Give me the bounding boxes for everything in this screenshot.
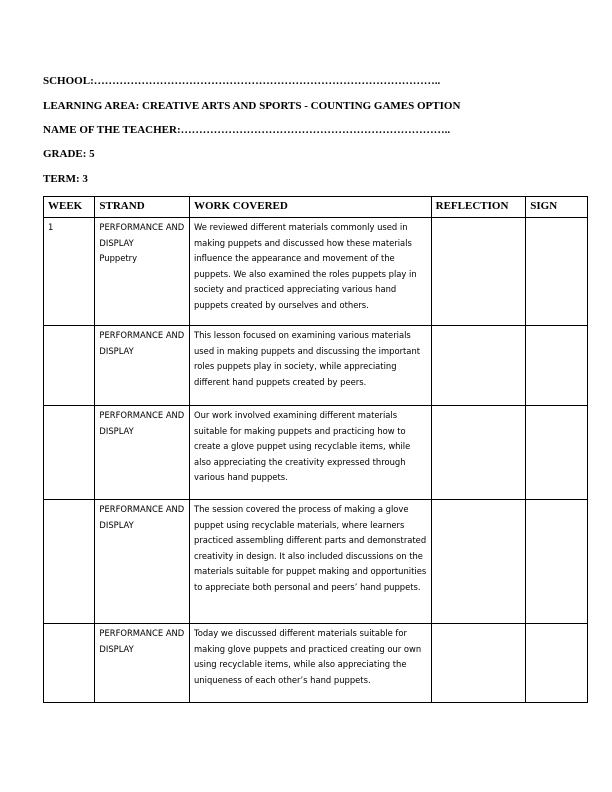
week-cell: 1 — [44, 218, 95, 326]
teacher-name-line: NAME OF THE TEACHER:……………………………………………………………….. — [43, 124, 451, 136]
week-cell — [44, 406, 95, 500]
table-row — [44, 406, 588, 500]
week-cell — [44, 326, 95, 406]
work-covered-cell: We reviewed different materials commonly used in making puppets and discussed how these materials influence the appearance and movement of the puppets. We also examined the roles puppets play in society and practiced appreciating various hand puppets created by ourselves and others. — [190, 218, 432, 326]
table-header-row — [44, 197, 588, 218]
learning-area-line: LEARNING AREA: CREATIVE ARTS AND SPORTS - COUNTING GAMES OPTION — [43, 100, 461, 112]
sign-cell — [526, 624, 588, 703]
sub-strand-name: Puppetry — [99, 253, 138, 263]
grade-line: GRADE: 5 — [43, 148, 95, 160]
table-row — [44, 326, 588, 406]
table-row — [44, 624, 588, 703]
reflection-cell — [431, 624, 526, 703]
column-header-work-covered: WORK COVERED — [190, 197, 432, 218]
table-row — [44, 218, 588, 326]
column-header-reflection: REFLECTION — [431, 197, 526, 218]
strand-cell — [95, 406, 190, 500]
table-row — [44, 500, 588, 624]
strand-cell — [95, 500, 190, 624]
column-header-sign: SIGN — [526, 197, 588, 218]
work-covered-cell: The session covered the process of making a glove puppet using recyclable materials, where learners practiced assembling different parts and demonstrated creativity in design. It also included discussions on the materials suitable for puppet making and opportunities to appreciate both personal and peers’ hand puppets. — [190, 500, 432, 624]
sign-cell — [526, 218, 588, 326]
week-cell — [44, 624, 95, 703]
strand-name: PERFORMANCE AND DISPLAY — [99, 330, 185, 356]
strand-name: PERFORMANCE AND DISPLAY — [99, 410, 185, 436]
reflection-cell — [431, 218, 526, 326]
strand-name: PERFORMANCE AND DISPLAY — [99, 504, 185, 530]
reflection-cell — [431, 500, 526, 624]
week-cell — [44, 500, 95, 624]
strand-cell — [95, 218, 190, 326]
sign-cell — [526, 406, 588, 500]
sign-cell — [526, 500, 588, 624]
term-line: TERM: 3 — [43, 173, 88, 185]
strand-cell — [95, 624, 190, 703]
strand-name: PERFORMANCE AND DISPLAY — [99, 222, 185, 248]
column-header-week: WEEK — [44, 197, 95, 218]
work-covered-cell: This lesson focused on examining various materials used in making puppets and discussing the important roles puppets play in society, while appreciating different hand puppets created by peers. — [190, 326, 432, 406]
strand-cell — [95, 326, 190, 406]
school-line: SCHOOL:………………………………………………………………………………….. — [43, 75, 441, 87]
reflection-cell — [431, 326, 526, 406]
reflection-cell — [431, 406, 526, 500]
sign-cell — [526, 326, 588, 406]
strand-name: PERFORMANCE AND DISPLAY — [99, 628, 185, 654]
work-covered-cell: Our work involved examining different materials suitable for making puppets and practicing how to create a glove puppet using recyclable items, while also appreciating the creativity expressed through various hand puppets. — [190, 406, 432, 500]
column-header-strand: STRAND — [95, 197, 190, 218]
work-record-table — [43, 196, 588, 703]
work-covered-cell: Today we discussed different materials suitable for making glove puppets and practiced creating our own using recyclable items, while also appreciating the uniqueness of each other’s hand puppets. — [190, 624, 432, 703]
